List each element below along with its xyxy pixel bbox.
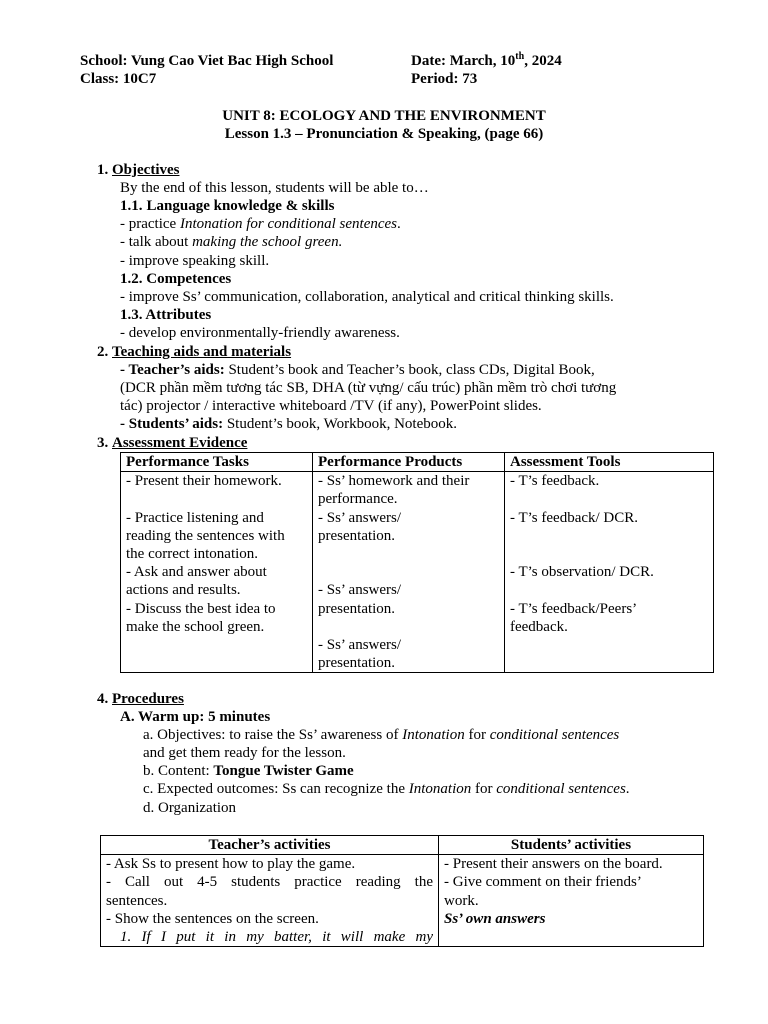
product-line: - Ss’ homework and their xyxy=(318,473,470,490)
lesson-date: Date: March, 10th, 2024 xyxy=(411,51,562,69)
task-line: - Discuss the best idea to xyxy=(126,600,276,617)
procedures-heading: 4. Procedures xyxy=(97,691,184,707)
products-cell xyxy=(313,472,505,673)
tool-line: - T’s observation/ DCR. xyxy=(510,564,654,581)
objectives-intro: By the end of this lesson, students will be able to… xyxy=(120,180,429,196)
teacher-aids: - Teacher’s aids: Student’s book and Teacher’s book, class CDs, Digital Book, xyxy=(120,362,595,378)
warmup-content: b. Content: Tongue Twister Game xyxy=(143,763,354,779)
objectives-heading: 1. Objectives xyxy=(97,162,180,178)
col-header-tools: Assessment Tools xyxy=(505,453,714,472)
student-activity: Ss’ own answers xyxy=(444,910,546,927)
task-line: - Ask and answer about xyxy=(126,564,267,581)
lesson-period: Period: 73 xyxy=(411,71,478,87)
teacher-activity: 1. If I put it in my batter, it will make my xyxy=(120,929,433,946)
teacher-activity: - Show the sentences on the screen. xyxy=(106,910,319,927)
tool-line xyxy=(510,545,708,563)
tool-line: - T’s feedback/ DCR. xyxy=(510,509,639,526)
assessment-table xyxy=(120,452,714,673)
tasks-cell xyxy=(121,472,313,673)
subsection-1-1: 1.1. Language knowledge & skills xyxy=(120,198,335,214)
competence-line: - improve Ss’ communication, collaboration, analytical and critical thinking skills. xyxy=(120,289,614,305)
warmup-organization: d. Organization xyxy=(143,800,237,816)
unit-title: UNIT 8: ECOLOGY AND THE ENVIRONMENT xyxy=(222,108,546,124)
tool-line xyxy=(510,527,708,545)
tool-line: - T’s feedback/Peers’ xyxy=(510,600,638,617)
warmup-title: A. Warm up: 5 minutes xyxy=(120,709,271,725)
task-line: make the school green. xyxy=(126,618,265,635)
assessment-heading: 3. Assessment Evidence xyxy=(97,435,248,451)
lesson-title: Lesson 1.3 – Pronunciation & Speaking, (page 66) xyxy=(224,126,544,142)
subsection-1-3: 1.3. Attributes xyxy=(120,307,212,323)
tool-line: - T’s feedback. xyxy=(510,473,600,490)
tool-line xyxy=(510,581,708,599)
teacher-activity: - Ask Ss to present how to play the game. xyxy=(106,856,356,873)
teacher-aids-line: tác) projector / interactive whiteboard /TV (if any), PowerPoint slides. xyxy=(120,398,542,414)
school-name: School: Vung Cao Viet Bac High School xyxy=(80,53,334,69)
product-line: presentation. xyxy=(318,527,396,544)
teacher-aids-line: (DCR phần mềm tương tác SB, DHA (từ vựng/ cấu trúc) phần mềm trò chơi tương xyxy=(120,380,617,396)
task-line: the correct intonation. xyxy=(126,546,259,562)
students-activities-header: Students’ activities xyxy=(439,836,704,855)
student-activity: work. xyxy=(444,892,479,909)
student-activities-cell xyxy=(439,855,704,947)
product-line: performance. xyxy=(318,491,398,508)
tool-line xyxy=(510,490,708,508)
student-activity: - Present their answers on the board. xyxy=(444,856,663,873)
class-name: Class: 10C7 xyxy=(80,71,157,87)
product-line xyxy=(318,563,499,581)
product-line: presentation. xyxy=(318,655,396,672)
warmup-outcomes: c. Expected outcomes: Ss can recognize the Intonation for conditional sentences. xyxy=(143,781,630,797)
product-line xyxy=(318,618,499,636)
task-line: - Practice listening and xyxy=(126,509,264,526)
product-line: presentation. xyxy=(318,600,396,617)
teacher-activities-header: Teacher’s activities xyxy=(101,836,439,855)
task-line: - Present their homework. xyxy=(126,473,282,490)
teacher-activity: - Call out 4-5 students practice reading the xyxy=(106,874,433,891)
teacher-activity: sentences. xyxy=(106,892,168,909)
objective-line: - practice Intonation for conditional sentences. xyxy=(120,216,401,232)
warmup-objectives: a. Objectives: to raise the Ss’ awareness of Intonation for conditional sentences xyxy=(143,727,620,743)
col-header-products: Performance Products xyxy=(313,453,505,472)
student-activity: - Give comment on their friends’ xyxy=(444,874,642,891)
product-line: - Ss’ answers/ xyxy=(318,636,402,653)
product-line xyxy=(318,545,499,563)
tool-line: feedback. xyxy=(510,618,568,635)
subsection-1-2: 1.2. Competences xyxy=(120,271,232,287)
task-line: reading the sentences with xyxy=(126,527,285,544)
attribute-line: - develop environmentally-friendly awareness. xyxy=(120,325,400,341)
objective-line: - talk about making the school green. xyxy=(120,234,343,250)
tools-cell xyxy=(505,472,714,673)
objective-line: - improve speaking skill. xyxy=(120,253,270,269)
task-line: actions and results. xyxy=(126,582,241,599)
product-line: - Ss’ answers/ xyxy=(318,582,402,599)
product-line: - Ss’ answers/ xyxy=(318,509,402,526)
warmup-objectives-cont: and get them ready for the lesson. xyxy=(143,745,346,761)
aids-heading: 2. Teaching aids and materials xyxy=(97,344,292,360)
activities-table xyxy=(100,835,704,947)
task-line xyxy=(126,490,307,508)
col-header-tasks: Performance Tasks xyxy=(121,453,313,472)
student-aids: - Students’ aids: Student’s book, Workbook, Notebook. xyxy=(120,416,458,432)
teacher-activities-cell xyxy=(101,855,439,947)
